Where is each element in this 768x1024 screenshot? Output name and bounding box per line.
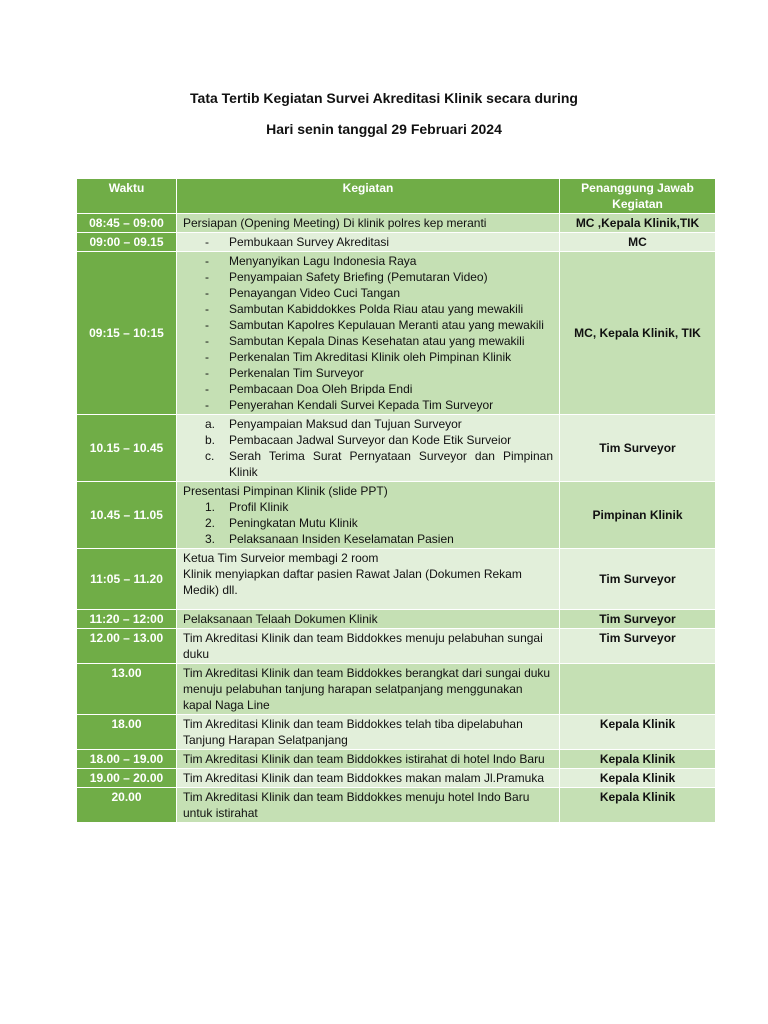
list-marker: a. (205, 417, 216, 431)
table-row (77, 715, 716, 750)
row-activity (177, 664, 560, 715)
table-row (77, 769, 716, 788)
table-row (77, 252, 716, 415)
row-pic: Tim Surveyor (560, 415, 716, 482)
row-activity (177, 788, 560, 823)
list-text: Pembacaan Doa Oleh Bripda Endi (229, 382, 413, 396)
row-time: 09:15 – 10:15 (77, 252, 177, 415)
activity-text: Tim Akreditasi Klinik dan team Biddokkes menuju pelabuhan sungai duku (183, 631, 543, 661)
list-item (183, 253, 553, 269)
row-pic: Tim Surveyor (560, 549, 716, 610)
row-pic: MC (560, 233, 716, 252)
row-activity (177, 750, 560, 769)
header-pic: Penanggung Jawab Kegiatan (560, 179, 716, 214)
activity-text: Tim Akreditasi Klinik dan team Biddokkes makan malam Jl.Pramuka (183, 771, 545, 785)
row-pic: Tim Surveyor (560, 629, 716, 664)
list-marker: - (205, 366, 209, 380)
list-text: Sambutan Kabiddokkes Polda Riau atau yang mewakili (229, 302, 524, 316)
list-item (183, 515, 553, 531)
list-text: Profil Klinik (229, 500, 289, 514)
list-text: Penyampaian Maksud dan Tujuan Surveyor (229, 417, 462, 431)
list-marker: - (205, 350, 209, 364)
row-time: 18.00 – 19.00 (77, 750, 177, 769)
list-marker: - (205, 334, 209, 348)
list-marker: - (205, 270, 209, 284)
list-item (183, 285, 553, 301)
table-row (77, 482, 716, 549)
table-row (77, 233, 716, 252)
table-header-row (77, 179, 716, 214)
list-item (183, 301, 553, 317)
row-activity (177, 715, 560, 750)
table-row (77, 788, 716, 823)
row-time: 19.00 – 20.00 (77, 769, 177, 788)
activity-text: Tim Akreditasi Klinik dan team Biddokkes telah tiba dipelabuhan Tanjung Harapan Selatpanjang (183, 717, 523, 747)
document-title: Tata Tertib Kegiatan Survei Akreditasi Klinik secara during (190, 90, 578, 106)
list-item (183, 381, 553, 397)
list-marker: - (205, 235, 209, 249)
table-row (77, 549, 716, 610)
list-text: Pembacaan Jadwal Surveyor dan Kode Etik Surveior (229, 433, 512, 447)
row-time: 09:00 – 09.15 (77, 233, 177, 252)
activity-text: Tim Akreditasi Klinik dan team Biddokkes istirahat di hotel Indo Baru (183, 752, 545, 766)
list-item (183, 269, 553, 285)
list-text: Pembukaan Survey Akreditasi (229, 235, 390, 249)
list-marker: 3. (205, 532, 216, 546)
row-time: 12.00 – 13.00 (77, 629, 177, 664)
row-pic (560, 664, 716, 715)
table-row (77, 750, 716, 769)
list-text: Menyanyikan Lagu Indonesia Raya (229, 254, 417, 268)
row-activity (177, 610, 560, 629)
activity-text: Tim Akreditasi Klinik dan team Biddokkes berangkat dari sungai duku menuju pelabuhan tanjung harapan selatpanjang menggunakan kapal Naga Line (183, 666, 551, 712)
table-row (77, 664, 716, 715)
document-subtitle: Hari senin tanggal 29 Februari 2024 (266, 121, 502, 137)
activity-text: Persiapan (Opening Meeting) Di klinik polres kep meranti (183, 216, 487, 230)
list-item (183, 448, 553, 480)
list-marker: - (205, 286, 209, 300)
activity-text: Pelaksanaan Telaah Dokumen Klinik (183, 612, 378, 626)
row-activity (177, 769, 560, 788)
row-pic: MC ,Kepala Klinik,TIK (560, 214, 716, 233)
row-activity (177, 214, 560, 233)
row-pic: Kepala Klinik (560, 788, 716, 823)
list-item (183, 333, 553, 349)
row-time: 13.00 (77, 664, 177, 715)
row-activity (177, 549, 560, 610)
list-text: Pelaksanaan Insiden Keselamatan Pasien (229, 532, 454, 546)
row-pic: MC, Kepala Klinik, TIK (560, 252, 716, 415)
list-marker: - (205, 302, 209, 316)
list-marker: 1. (205, 500, 216, 514)
row-time: 11:20 – 12:00 (77, 610, 177, 629)
row-activity (177, 252, 560, 415)
activity-text: Klinik menyiapkan daftar pasien Rawat Jalan (Dokumen Rekam Medik) dll. (183, 567, 522, 597)
list-text: Penayangan Video Cuci Tangan (229, 286, 401, 300)
row-activity (177, 415, 560, 482)
table-row (77, 610, 716, 629)
header-activity: Kegiatan (177, 179, 560, 214)
activity-text: Ketua Tim Surveior membagi 2 room (183, 551, 379, 565)
row-time: 11:05 – 11.20 (77, 549, 177, 610)
row-time: 08:45 – 09:00 (77, 214, 177, 233)
row-activity (177, 629, 560, 664)
list-item (183, 317, 553, 333)
list-item (183, 499, 553, 515)
list-text: Perkenalan Tim Akreditasi Klinik oleh Pimpinan Klinik (229, 350, 512, 364)
list-item (183, 349, 553, 365)
activity-text: Presentasi Pimpinan Klinik (slide PPT) (183, 484, 388, 498)
row-time: 18.00 (77, 715, 177, 750)
table-row (77, 629, 716, 664)
table-row (77, 415, 716, 482)
row-pic: Kepala Klinik (560, 715, 716, 750)
activity-text: Tim Akreditasi Klinik dan team Biddokkes menuju hotel Indo Baru untuk istirahat (183, 790, 530, 820)
list-marker: - (205, 382, 209, 396)
list-item (183, 416, 553, 432)
list-text: Perkenalan Tim Surveyor (229, 366, 364, 380)
row-pic: Pimpinan Klinik (560, 482, 716, 549)
list-item (183, 531, 553, 547)
list-marker: - (205, 318, 209, 332)
list-text: Sambutan Kepala Dinas Kesehatan atau yang mewakili (229, 334, 525, 348)
list-marker: b. (205, 433, 216, 447)
list-text: Peningkatan Mutu Klinik (229, 516, 358, 530)
list-item (183, 365, 553, 381)
table-row (77, 214, 716, 233)
row-time: 20.00 (77, 788, 177, 823)
list-text: Sambutan Kapolres Kepulauan Meranti atau yang mewakili (229, 318, 544, 332)
row-pic: Kepala Klinik (560, 769, 716, 788)
list-text: Penyerahan Kendali Survei Kepada Tim Surveyor (229, 398, 494, 412)
row-pic: Tim Surveyor (560, 610, 716, 629)
row-time: 10.45 – 11.05 (77, 482, 177, 549)
row-activity (177, 482, 560, 549)
schedule-table (76, 178, 716, 823)
row-activity (177, 233, 560, 252)
row-pic: Kepala Klinik (560, 750, 716, 769)
list-item (183, 397, 553, 413)
list-item (183, 432, 553, 448)
header-time: Waktu (77, 179, 177, 214)
list-text: Penyampaian Safety Briefing (Pemutaran Video) (229, 270, 488, 284)
row-time: 10.15 – 10.45 (77, 415, 177, 482)
list-text: Serah Terima Surat Pernyataan Surveyor dan Pimpinan Klinik (229, 449, 553, 479)
list-marker: 2. (205, 516, 216, 530)
list-marker: c. (205, 449, 215, 463)
list-marker: - (205, 254, 209, 268)
list-marker: - (205, 398, 209, 412)
list-item (183, 234, 553, 250)
